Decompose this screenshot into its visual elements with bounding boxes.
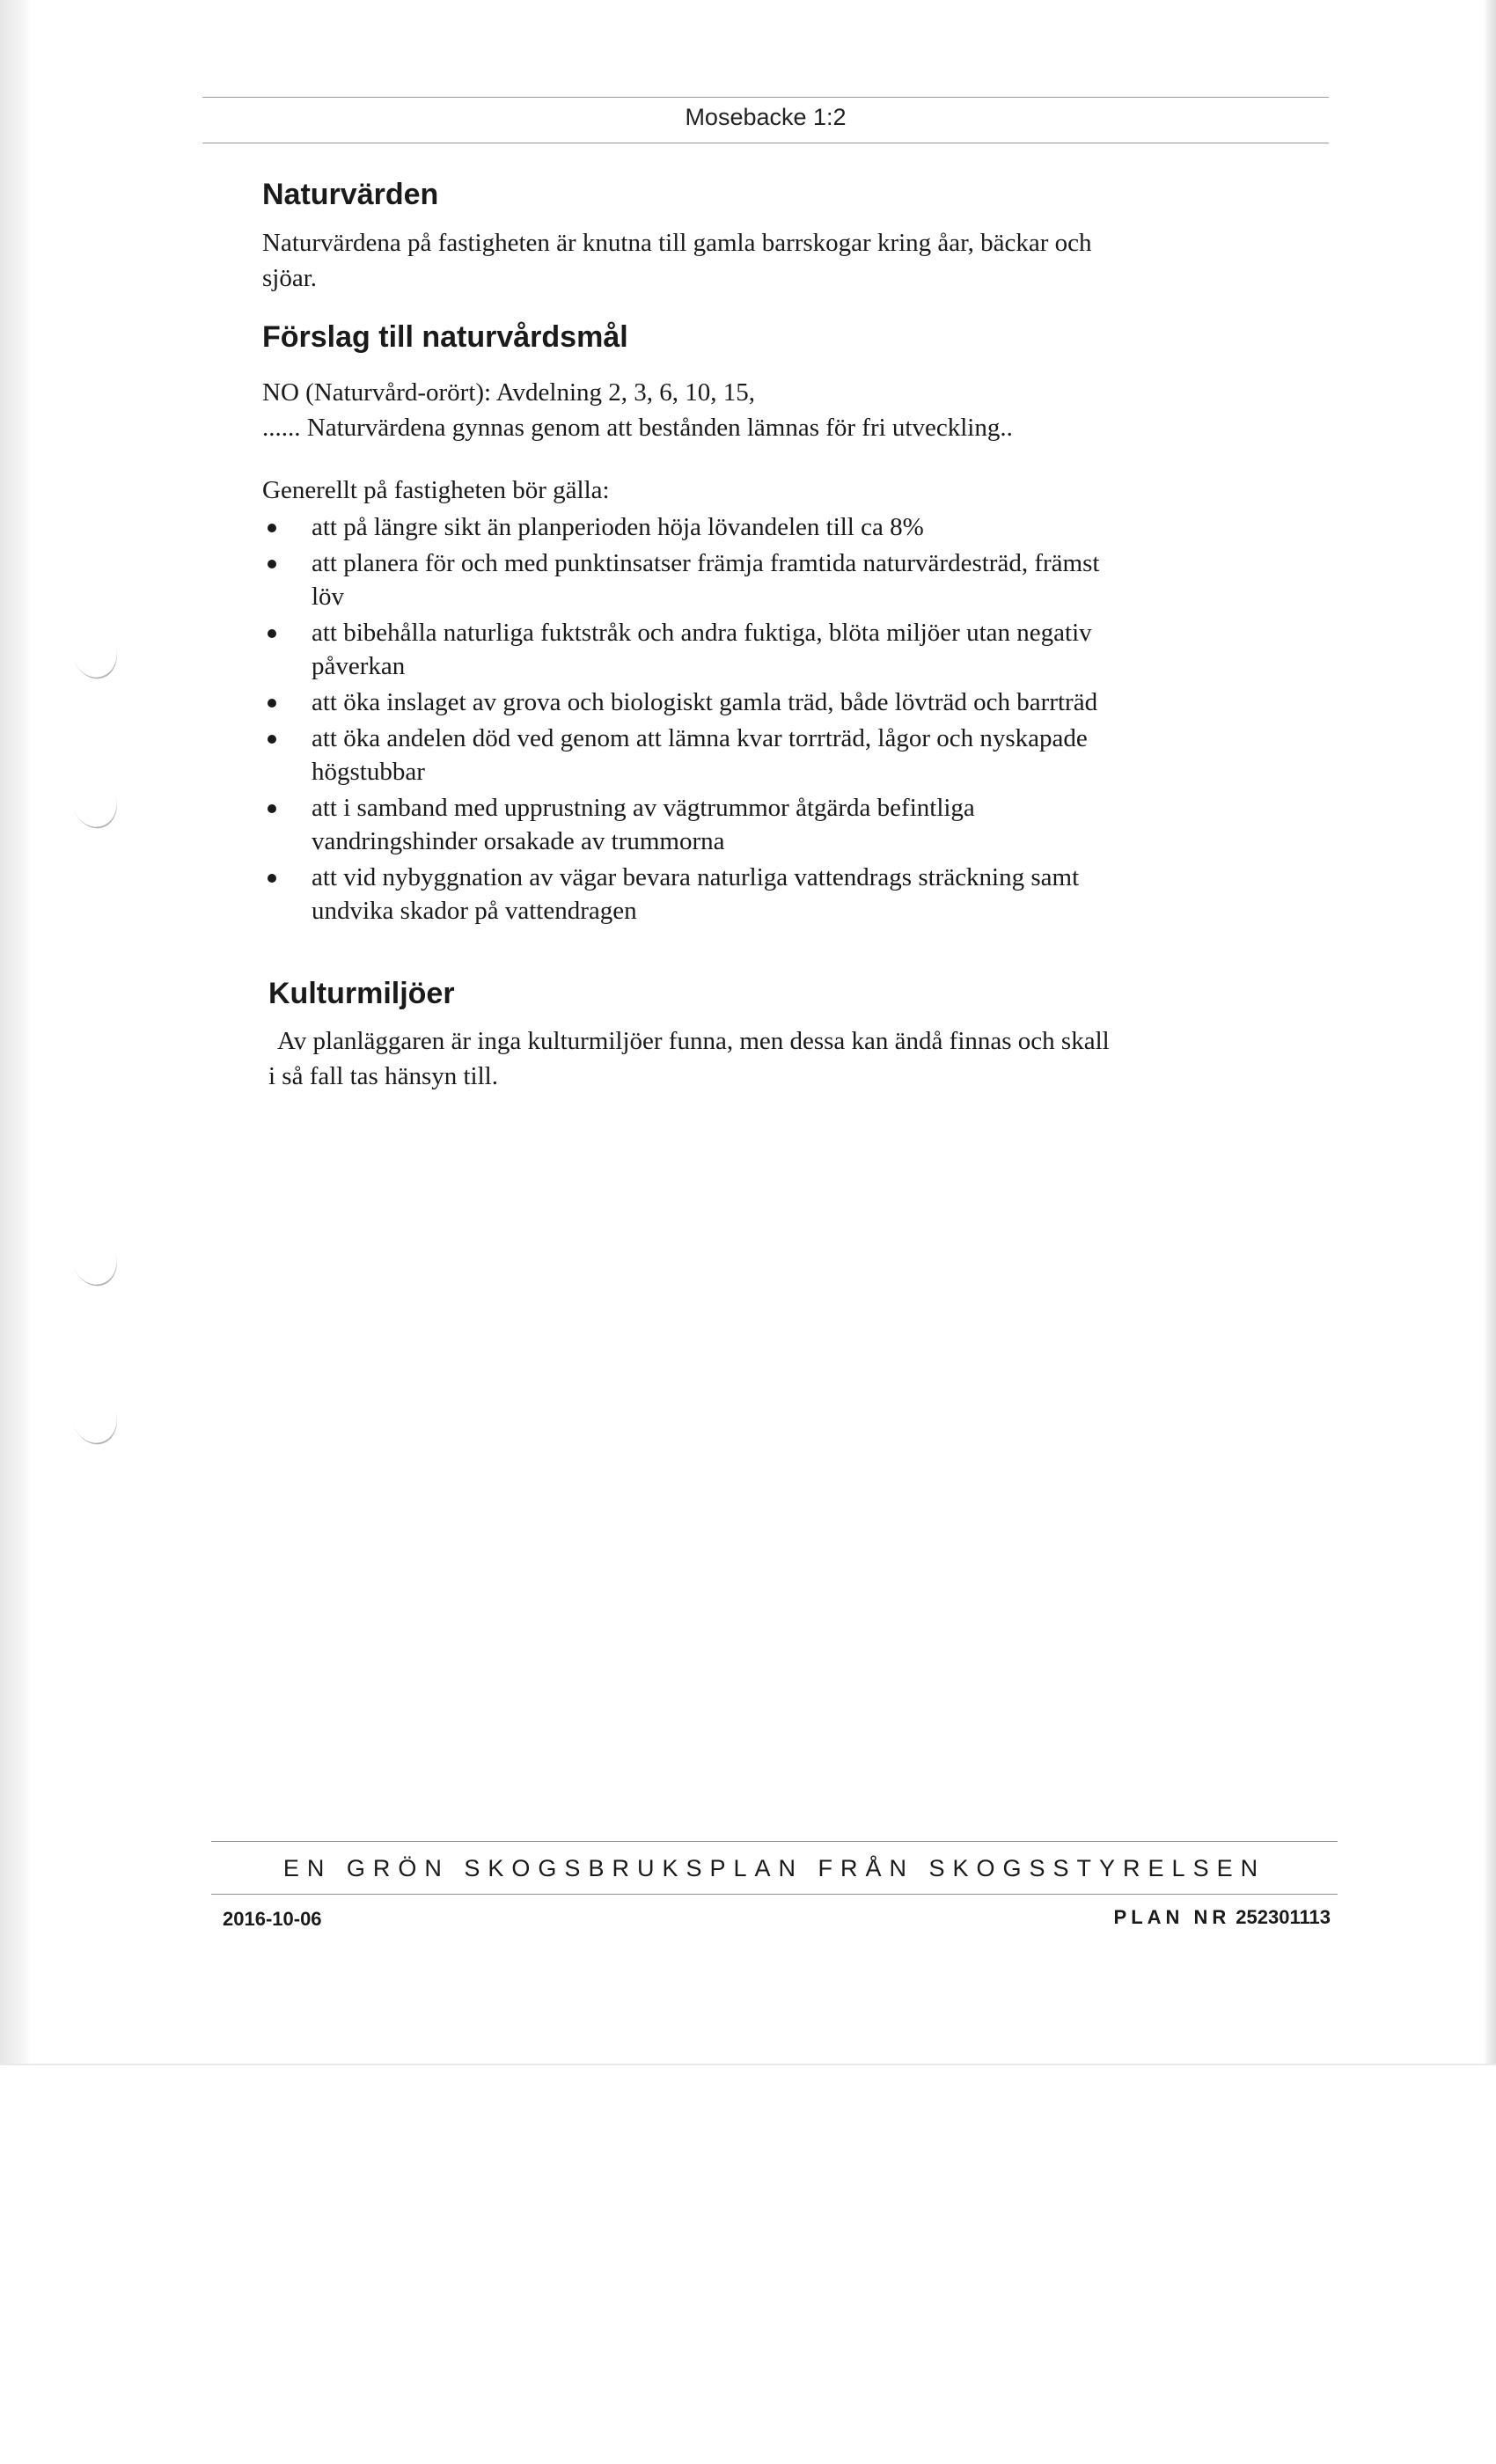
text-line: löv — [312, 583, 345, 611]
naturvard-bullet-list — [262, 510, 1239, 930]
footer-date: 2016-10-06 — [223, 1908, 322, 1930]
bullet-icon — [268, 735, 276, 744]
list-item — [262, 722, 1239, 788]
bullet-icon — [268, 874, 276, 883]
page-header-title: Mosebacke 1:2 — [685, 104, 847, 130]
text-line: i så fall tas hänsyn till. — [268, 1062, 498, 1090]
text-line: vandringshinder orsakade av trummorna — [312, 827, 725, 855]
naturvarden-text — [262, 225, 1092, 296]
bullet-icon — [268, 524, 276, 532]
plan-label: PLAN NR — [1113, 1906, 1231, 1928]
section-heading-kulturmiljoer: Kulturmiljöer — [268, 977, 455, 1010]
text-line: Av planläggaren är inga kulturmiljöer funna, men dessa kan ändå finnas och skall — [277, 1027, 1110, 1055]
section-heading-forslag: Förslag till naturvårdsmål — [262, 320, 628, 354]
list-item — [262, 510, 1239, 544]
punch-hole-mark — [64, 768, 124, 834]
bullet-icon — [268, 560, 276, 568]
forslag-intro: Generellt på fastigheten bör gälla: — [262, 476, 610, 504]
footer-rule-top — [211, 1841, 1338, 1842]
list-item — [262, 616, 1239, 683]
punch-hole-mark — [64, 1384, 124, 1450]
header-rule-top — [202, 97, 1329, 98]
text-line: Naturvärdena på fastigheten är knutna till gamla barrskogar kring åar, bäckar och — [262, 229, 1092, 257]
scan-border-left — [0, 0, 32, 2064]
bullet-icon — [268, 699, 276, 708]
footer-plan-number — [1114, 1906, 1331, 1929]
text-line: att bibehålla naturliga fuktstråk och andra fuktiga, blöta miljöer utan negativ — [312, 619, 1092, 647]
text-line: att vid nybyggnation av vägar bevara naturliga vattendrags sträckning samt — [312, 863, 1080, 891]
bullet-icon — [268, 629, 276, 638]
forslag-text — [262, 375, 1013, 445]
text-line: sjöar. — [262, 264, 318, 292]
text-line: att på längre sikt än planperioden höja lövandelen till ca 8% — [312, 513, 924, 541]
footer-banner: EN GRÖN SKOGSBRUKSPLAN FRÅN SKOGSSTYRELSEN — [282, 1855, 1266, 1881]
bullet-icon — [268, 804, 276, 813]
scan-border-right — [1484, 0, 1496, 2064]
punch-hole-mark — [64, 1226, 124, 1292]
text-line: ...... Naturvärdena gynnas genom att bestånden lämnas för fri utveckling.. — [262, 414, 1013, 442]
list-item — [262, 791, 1239, 858]
text-line: att planera för och med punktinsatser främja framtida naturvärdesträd, främst — [312, 549, 1100, 577]
text-line: NO (Naturvård-orört): Avdelning 2, 3, 6, 10, 15, — [262, 378, 756, 407]
plan-number: 252301113 — [1236, 1906, 1331, 1928]
punch-hole-mark — [64, 619, 124, 685]
list-item — [262, 861, 1239, 928]
list-item — [262, 686, 1239, 719]
footer-rule-bottom — [211, 1894, 1338, 1895]
list-item — [262, 546, 1239, 613]
text-line: påverkan — [312, 652, 406, 680]
text-line: att öka andelen död ved genom att lämna kvar torrträd, lågor och nyskapade — [312, 724, 1088, 752]
scan-bottom-edge — [0, 2064, 1496, 2065]
text-line: att i samband med upprustning av vägtrummor åtgärda befintliga — [312, 794, 975, 822]
text-line: högstubbar — [312, 758, 425, 786]
kulturmiljoer-text — [268, 1023, 1110, 1094]
text-line: att öka inslaget av grova och biologiskt gamla träd, både lövträd och barrträd — [312, 688, 1098, 716]
section-heading-naturvarden: Naturvärden — [262, 178, 439, 211]
text-line: undvika skador på vattendragen — [312, 897, 637, 925]
